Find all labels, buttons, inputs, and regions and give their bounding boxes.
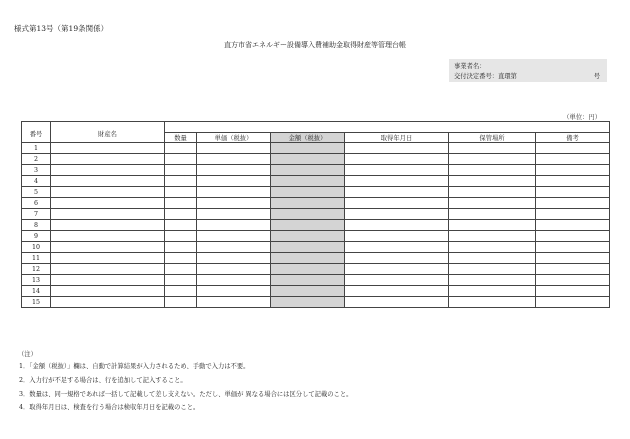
amount-cell[interactable] xyxy=(271,176,345,187)
quantity-cell[interactable] xyxy=(165,231,197,242)
amount-cell[interactable] xyxy=(271,154,345,165)
header-spacer-row xyxy=(165,122,610,133)
row-number-cell: 15 xyxy=(22,297,51,308)
table-row xyxy=(22,264,610,275)
amount-cell[interactable] xyxy=(271,187,345,198)
acquired-date-cell[interactable] xyxy=(345,253,449,264)
unit-price-cell[interactable] xyxy=(197,198,271,209)
table-row xyxy=(22,231,610,242)
unit-price-cell[interactable] xyxy=(197,209,271,220)
asset-name-cell[interactable] xyxy=(51,154,165,165)
quantity-cell[interactable] xyxy=(165,143,197,154)
asset-name-cell[interactable] xyxy=(51,220,165,231)
asset-name-cell[interactable] xyxy=(51,198,165,209)
quantity-cell[interactable] xyxy=(165,154,197,165)
acquired-date-cell[interactable] xyxy=(345,231,449,242)
quantity-cell[interactable] xyxy=(165,198,197,209)
remarks-cell[interactable] xyxy=(536,297,610,308)
amount-cell[interactable] xyxy=(271,231,345,242)
grant-number-suffix: 号 xyxy=(593,73,600,80)
quantity-cell[interactable] xyxy=(165,187,197,198)
acquired-date-cell[interactable] xyxy=(345,143,449,154)
amount-cell[interactable] xyxy=(271,209,345,220)
asset-name-cell[interactable] xyxy=(51,176,165,187)
quantity-cell[interactable] xyxy=(165,242,197,253)
note-item-1: 1．「金額（税抜）」欄は、自動で計算結果が入力されるため、手動で入力は不要。 xyxy=(19,363,250,370)
quantity-cell[interactable] xyxy=(165,176,197,187)
quantity-cell[interactable] xyxy=(165,297,197,308)
quantity-cell[interactable] xyxy=(165,253,197,264)
storage-location-cell[interactable] xyxy=(449,275,536,286)
row-number-cell: 5 xyxy=(22,187,51,198)
acquired-date-cell[interactable] xyxy=(345,209,449,220)
remarks-cell[interactable] xyxy=(536,176,610,187)
acquired-date-cell[interactable] xyxy=(345,220,449,231)
row-number-cell: 9 xyxy=(22,231,51,242)
unit-price-cell[interactable] xyxy=(197,187,271,198)
storage-location-cell[interactable] xyxy=(449,209,536,220)
asset-name-cell[interactable] xyxy=(51,143,165,154)
page-title: 直方市省エネルギー設備導入費補助金取得財産等管理台帳 xyxy=(224,41,406,49)
header-asset-name: 財産名 xyxy=(51,122,165,143)
asset-ledger-table xyxy=(21,121,610,308)
table-row xyxy=(22,220,610,231)
unit-price-cell[interactable] xyxy=(197,286,271,297)
acquired-date-cell[interactable] xyxy=(345,242,449,253)
storage-location-cell[interactable] xyxy=(449,242,536,253)
remarks-cell[interactable] xyxy=(536,231,610,242)
amount-cell[interactable] xyxy=(271,286,345,297)
acquired-date-cell[interactable] xyxy=(345,176,449,187)
table-row xyxy=(22,253,610,264)
amount-cell[interactable] xyxy=(271,275,345,286)
unit-price-cell[interactable] xyxy=(197,220,271,231)
storage-location-cell[interactable] xyxy=(449,231,536,242)
quantity-cell[interactable] xyxy=(165,220,197,231)
table-row xyxy=(22,242,610,253)
quantity-cell[interactable] xyxy=(165,275,197,286)
amount-cell[interactable] xyxy=(271,253,345,264)
unit-price-cell[interactable] xyxy=(197,154,271,165)
asset-name-cell[interactable] xyxy=(51,275,165,286)
table-row xyxy=(22,165,610,176)
remarks-cell[interactable] xyxy=(536,209,610,220)
asset-name-cell[interactable] xyxy=(51,209,165,220)
unit-price-cell[interactable] xyxy=(197,165,271,176)
storage-location-cell[interactable] xyxy=(449,264,536,275)
acquired-date-cell[interactable] xyxy=(345,264,449,275)
amount-cell[interactable] xyxy=(271,242,345,253)
applicant-info-box xyxy=(449,59,607,82)
asset-name-cell[interactable] xyxy=(51,253,165,264)
row-number-cell: 7 xyxy=(22,209,51,220)
storage-location-cell[interactable] xyxy=(449,143,536,154)
operator-name-label: 事業者名： xyxy=(454,63,486,70)
quantity-cell[interactable] xyxy=(165,209,197,220)
table-row xyxy=(22,198,610,209)
storage-location-cell[interactable] xyxy=(449,176,536,187)
table-row xyxy=(22,297,610,308)
header-quantity: 数量 xyxy=(165,133,197,143)
amount-cell[interactable] xyxy=(271,297,345,308)
amount-cell[interactable] xyxy=(271,143,345,154)
remarks-cell[interactable] xyxy=(536,154,610,165)
storage-location-cell[interactable] xyxy=(449,198,536,209)
row-number-cell: 4 xyxy=(22,176,51,187)
header-number: 番号 xyxy=(22,122,51,143)
row-number-cell: 10 xyxy=(22,242,51,253)
acquired-date-cell[interactable] xyxy=(345,198,449,209)
amount-cell[interactable] xyxy=(271,198,345,209)
grant-number-label: 交付決定番号：直環第 xyxy=(454,73,517,80)
row-number-cell: 12 xyxy=(22,264,51,275)
row-number-cell: 11 xyxy=(22,253,51,264)
remarks-cell[interactable] xyxy=(536,264,610,275)
unit-price-cell[interactable] xyxy=(197,297,271,308)
asset-name-cell[interactable] xyxy=(51,231,165,242)
acquired-date-cell[interactable] xyxy=(345,187,449,198)
acquired-date-cell[interactable] xyxy=(345,286,449,297)
header-unit-price: 単価（税抜） xyxy=(197,133,271,143)
remarks-cell[interactable] xyxy=(536,220,610,231)
remarks-cell[interactable] xyxy=(536,187,610,198)
quantity-cell[interactable] xyxy=(165,264,197,275)
header-remarks: 備考 xyxy=(536,133,610,143)
row-number-cell: 14 xyxy=(22,286,51,297)
remarks-cell[interactable] xyxy=(536,198,610,209)
amount-cell[interactable] xyxy=(271,220,345,231)
storage-location-cell[interactable] xyxy=(449,165,536,176)
storage-location-cell[interactable] xyxy=(449,297,536,308)
header-amount: 金額（税抜） xyxy=(271,133,345,143)
header-storage-location: 保管場所 xyxy=(449,133,536,143)
row-number-cell: 6 xyxy=(22,198,51,209)
asset-name-cell[interactable] xyxy=(51,264,165,275)
remarks-cell[interactable] xyxy=(536,242,610,253)
remarks-cell[interactable] xyxy=(536,253,610,264)
remarks-cell[interactable] xyxy=(536,286,610,297)
table-row xyxy=(22,143,610,154)
form-number: 様式第13号（第19条関係） xyxy=(14,24,109,33)
row-number-cell: 13 xyxy=(22,275,51,286)
asset-name-cell[interactable] xyxy=(51,297,165,308)
storage-location-cell[interactable] xyxy=(449,253,536,264)
remarks-cell[interactable] xyxy=(536,275,610,286)
unit-price-cell[interactable] xyxy=(197,143,271,154)
row-number-cell: 3 xyxy=(22,165,51,176)
asset-name-cell[interactable] xyxy=(51,165,165,176)
acquired-date-cell[interactable] xyxy=(345,165,449,176)
asset-name-cell[interactable] xyxy=(51,187,165,198)
unit-price-cell[interactable] xyxy=(197,242,271,253)
remarks-cell[interactable] xyxy=(536,165,610,176)
table-row xyxy=(22,286,610,297)
unit-price-cell[interactable] xyxy=(197,253,271,264)
note-item-3: 3．数量は、同一規格であれば一括して記載して差し支えない。ただし、単価が 異なる場合には区分して記載のこと。 xyxy=(19,391,353,398)
asset-name-cell[interactable] xyxy=(51,242,165,253)
note-item-2: 2．入力行が不足する場合は、行を追加して記入すること。 xyxy=(19,377,187,384)
unit-price-cell[interactable] xyxy=(197,264,271,275)
storage-location-cell[interactable] xyxy=(449,187,536,198)
acquired-date-cell[interactable] xyxy=(345,297,449,308)
storage-location-cell[interactable] xyxy=(449,154,536,165)
amount-cell[interactable] xyxy=(271,264,345,275)
quantity-cell[interactable] xyxy=(165,165,197,176)
table-row xyxy=(22,209,610,220)
acquired-date-cell[interactable] xyxy=(345,154,449,165)
acquired-date-cell[interactable] xyxy=(345,275,449,286)
notes-heading: （注） xyxy=(18,351,37,358)
amount-cell[interactable] xyxy=(271,165,345,176)
unit-price-cell[interactable] xyxy=(197,231,271,242)
note-item-4: 4．取得年月日は、検査を行う場合は検収年月日を記載のこと。 xyxy=(19,404,200,411)
storage-location-cell[interactable] xyxy=(449,220,536,231)
row-number-cell: 1 xyxy=(22,143,51,154)
unit-note: （単位：円） xyxy=(563,114,601,121)
table-row xyxy=(22,275,610,286)
asset-name-cell[interactable] xyxy=(51,286,165,297)
table-row xyxy=(22,187,610,198)
storage-location-cell[interactable] xyxy=(449,286,536,297)
remarks-cell[interactable] xyxy=(536,143,610,154)
row-number-cell: 2 xyxy=(22,154,51,165)
unit-price-cell[interactable] xyxy=(197,275,271,286)
header-acquired-date: 取得年月日 xyxy=(345,133,449,143)
table-row xyxy=(22,154,610,165)
unit-price-cell[interactable] xyxy=(197,176,271,187)
row-number-cell: 8 xyxy=(22,220,51,231)
quantity-cell[interactable] xyxy=(165,286,197,297)
table-row xyxy=(22,176,610,187)
